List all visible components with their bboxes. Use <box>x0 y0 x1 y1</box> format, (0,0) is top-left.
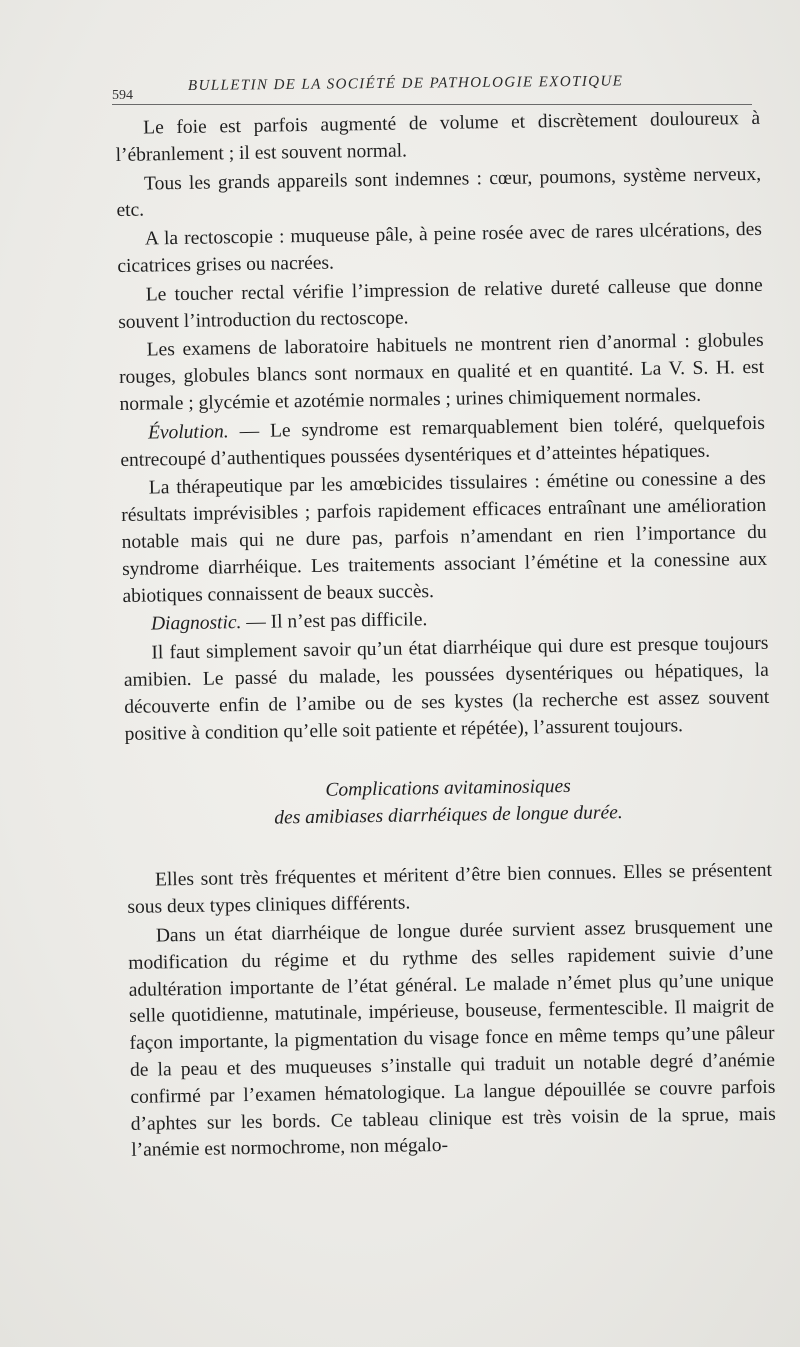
paragraph-body: — Il n’est pas difficile. <box>241 609 428 634</box>
running-title: BULLETIN DE LA SOCIÉTÉ DE PATHOLOGIE EXOTIQUE <box>187 73 624 94</box>
paragraph: A la rectoscopie : muqueuse pâle, à peine rosée avec de rares ulcérations, des cicatrices grises ou nacrées. <box>117 219 763 277</box>
paragraph-lead-diagnostic: Diagnostic. <box>150 612 242 635</box>
paragraph: La thérapeutique par les amœbicides tissulaires : émétine ou conessine a des résultats imprévisibles ; parfois rapidement efficaces entraînant une amélioration notable mais qui ne dure pas, parfois n’amendant en rien l’importance du syndrome diarrhéique. Les traitements associant l’émétine et la conessine aux abiotiques connaissent de beaux succès. <box>121 468 768 607</box>
paragraph: Les examens de laboratoire habituels ne montrent rien d’anormal : globules rouges, globules blancs sont normaux en qualité et en quantité. La V. S. H. est normale ; glycémie et azotémie normales ; urines chimiquement normales. <box>118 330 765 415</box>
section-heading-line-2: des amibiases diarrhéiques de longue durée. <box>274 802 623 829</box>
body-text <box>115 106 776 1165</box>
paragraph: Tous les grands appareils sont indemnes : cœur, poumons, système nerveux, etc. <box>116 163 762 222</box>
section-heading-line-1: Complications avitaminosiques <box>325 776 571 802</box>
section-heading <box>125 770 771 834</box>
paragraph: Dans un état diarrhéique de longue durée survient assez brusquement une modification du régime et du rythme des selles rapidement suivie d’une adultération importante de l’état général. Le malade n’émet plus qu’une unique selle quotidienne, matutinale, impérieuse, bouseuse, fermentescible. Il maigrit de façon importante, la pigmentation du visage fonce en même temps qu’une pâleur de la peau et des muqueuses s’installe qui traduit un notable degré d’anémie confirmé par l’examen hématologique. La langue dépouillée se couvre parfois d’aphtes sur les bords. Ce tableau clinique est très voisin de la sprue, mais l’anémie est normochrome, non mégalo- <box>128 915 776 1162</box>
paragraph: Elles sont très fréquentes et méritent d’être bien connues. Elles se présentent sous deux types cliniques différents. <box>127 860 773 919</box>
paragraph-evolution <box>120 411 766 475</box>
paragraph: Le toucher rectal vérifie l’impression de relative dureté calleuse que donne souvent l’introduction du rectoscope. <box>118 274 763 333</box>
paragraph-lead-evolution: Évolution. <box>147 421 229 444</box>
paragraph: Il faut simplement savoir qu’un état diarrhéique qui dure est presque toujours amibien. Le passé du malade, les poussées dysentériques ou hépatiques, la découverte enfin de l’amibe ou de ses kystes (la recherche est assez souvent positive à condition qu’elle soit patiente et répétée), l’assurent toujours. <box>123 632 770 745</box>
page-header <box>112 74 752 105</box>
page-number: 594 <box>112 88 133 103</box>
paragraph: Le foie est parfois augmenté de volume et discrètement douloureux à l’ébranlement ; il est souvent normal. <box>115 107 761 166</box>
paragraph-body: — Le syndrome est remarquablement bien toléré, quelquefois entrecoupé d’authentiques poussées dysentériques et d’atteintes hépatiques. <box>120 412 766 471</box>
